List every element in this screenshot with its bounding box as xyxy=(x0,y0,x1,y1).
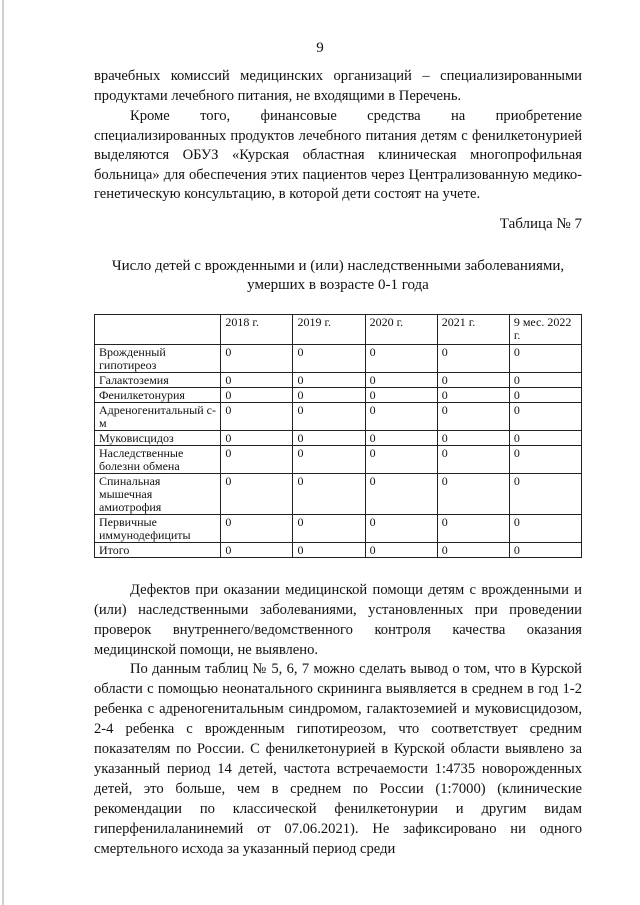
cell-value: 0 xyxy=(293,515,365,543)
cell-value: 0 xyxy=(437,515,509,543)
cell-value: 0 xyxy=(221,474,293,515)
table-row xyxy=(95,474,582,515)
cell-value: 0 xyxy=(221,373,293,388)
cell-value: 0 xyxy=(365,446,437,474)
header-2020: 2020 г. xyxy=(365,315,437,345)
cell-value: 0 xyxy=(293,474,365,515)
cell-value: 0 xyxy=(437,543,509,558)
cell-value: 0 xyxy=(293,543,365,558)
table-row xyxy=(95,446,582,474)
cell-value: 0 xyxy=(293,388,365,403)
cell-value: 0 xyxy=(509,515,581,543)
table-row xyxy=(95,403,582,431)
header-2018: 2018 г. xyxy=(221,315,293,345)
cell-value: 0 xyxy=(365,403,437,431)
header-2019: 2019 г. xyxy=(293,315,365,345)
cell-value: 0 xyxy=(437,373,509,388)
table-label: Таблица № 7 xyxy=(499,216,582,232)
cell-value: 0 xyxy=(509,373,581,388)
cell-value: 0 xyxy=(437,474,509,515)
cell-value: 0 xyxy=(221,345,293,373)
cell-value: 0 xyxy=(365,373,437,388)
cell-value: 0 xyxy=(509,345,581,373)
cell-value: 0 xyxy=(365,515,437,543)
cell-value: 0 xyxy=(365,345,437,373)
cell-value: 0 xyxy=(293,373,365,388)
cell-value: 0 xyxy=(365,431,437,446)
row-label: Итого xyxy=(95,543,221,558)
header-2021: 2021 г. xyxy=(437,315,509,345)
table-row xyxy=(95,431,582,446)
row-label: Наследственные болезни обмена xyxy=(95,446,221,474)
cell-value: 0 xyxy=(293,403,365,431)
cell-value: 0 xyxy=(437,403,509,431)
cell-value: 0 xyxy=(509,431,581,446)
cell-value: 0 xyxy=(437,431,509,446)
table-title xyxy=(94,257,582,295)
cell-value: 0 xyxy=(221,431,293,446)
cell-value: 0 xyxy=(509,543,581,558)
cell-value: 0 xyxy=(365,388,437,403)
cell-value: 0 xyxy=(365,474,437,515)
cell-value: 0 xyxy=(221,515,293,543)
row-label: Спинальная мышечная амиотрофия xyxy=(95,474,221,515)
table-row xyxy=(95,373,582,388)
cell-value: 0 xyxy=(293,431,365,446)
table-header-row xyxy=(95,315,582,345)
paragraph-funding: Кроме того, финансовые средства на приобретение специализированных продуктов лечебного питания детям с фенилкетонурией выделяются ОБУЗ «Курская областная клиническая многопрофильная больница» для обеспечения этих пациентов через Централизованную медико-генетическую консультацию, в которой дети состоят на учете. xyxy=(94,108,582,202)
cell-value: 0 xyxy=(221,388,293,403)
scan-edge xyxy=(2,0,4,905)
paragraph-conclusion: По данным таблиц № 5, 6, 7 можно сделать вывод о том, что в Курской области с помощью неонатального скрининга выявляется в среднем в год 1-2 ребенка с адреногенитальным синдромом, галактоземией и муковисцидозом, 2-4 ребенка с врожденным гипотиреозом, что соответствует средним показателям по России. С фенилкетонурией в Курской области выявлено за указанный период 14 детей, частота встречаемости 1:4735 новорожденных детей, это больше, чем в среднем по России (1:7000) (клинические рекомендации по классической фенилкетонурии и другим видам гиперфенилаланинемий от 07.06.2021). Не зафиксировано ни одного смертельного исхода за указанный период среди xyxy=(94,661,582,857)
cell-value: 0 xyxy=(221,403,293,431)
cell-value: 0 xyxy=(437,345,509,373)
cell-value: 0 xyxy=(293,446,365,474)
header-9m-2022: 9 мес. 2022 г. xyxy=(509,315,581,345)
cell-value: 0 xyxy=(509,474,581,515)
table-row xyxy=(95,388,582,403)
cell-value: 0 xyxy=(509,388,581,403)
table-title-line2: умерших в возрасте 0-1 года xyxy=(247,277,429,293)
paragraph-continuation: врачебных комиссий медицинских организаций – специализированными продуктами лечебного питания, не входящими в Перечень. xyxy=(94,68,582,104)
row-label: Первичные иммунодефициты xyxy=(95,515,221,543)
cell-value: 0 xyxy=(437,446,509,474)
page-number: 9 xyxy=(316,40,324,56)
cell-value: 0 xyxy=(365,543,437,558)
row-label: Врожденный гипотиреоз xyxy=(95,345,221,373)
row-label: Галактоземия xyxy=(95,373,221,388)
table-row xyxy=(95,345,582,373)
mortality-table xyxy=(94,314,582,558)
cell-value: 0 xyxy=(437,388,509,403)
row-label: Фенилкетонурия xyxy=(95,388,221,403)
table-title-line1: Число детей с врожденными и (или) наследственными заболеваниями, xyxy=(111,258,565,274)
table-row xyxy=(95,515,582,543)
row-label: Адреногенитальный с-м xyxy=(95,403,221,431)
paragraph-defects: Дефектов при оказании медицинской помощи детям с врожденными и (или) наследственными заболеваниями, установленных при проведении проверок внутреннего/ведомственного контроля качества оказания медицинской помощи, не выявлено. xyxy=(94,582,582,658)
cell-value: 0 xyxy=(509,403,581,431)
cell-value: 0 xyxy=(509,446,581,474)
row-label: Муковисцидоз xyxy=(95,431,221,446)
cell-value: 0 xyxy=(293,345,365,373)
table-row-total xyxy=(95,543,582,558)
header-empty xyxy=(95,315,221,345)
cell-value: 0 xyxy=(221,543,293,558)
cell-value: 0 xyxy=(221,446,293,474)
